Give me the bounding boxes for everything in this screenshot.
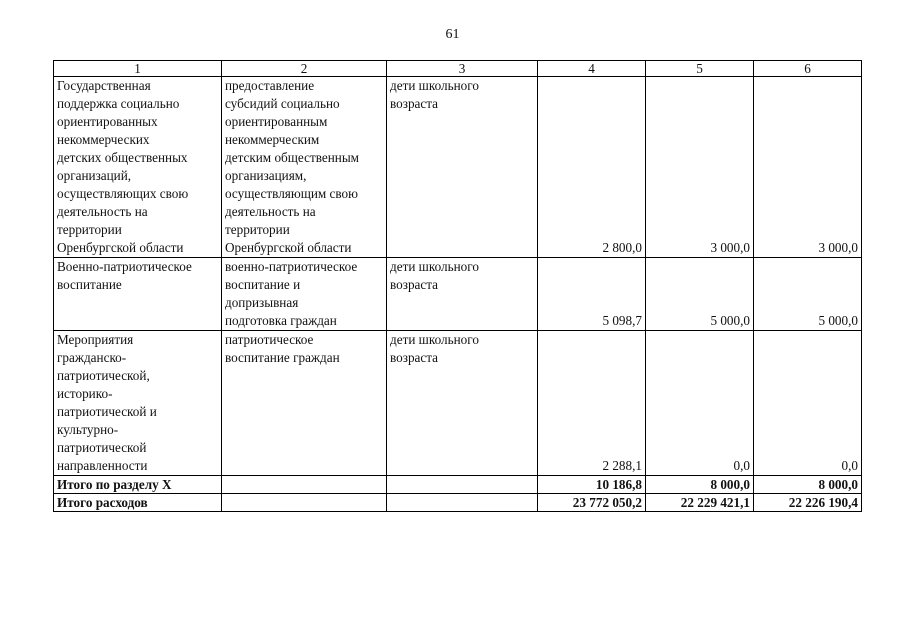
amount-col6: 0,0 [754, 331, 862, 476]
table-row [54, 77, 862, 258]
amount-col6: 3 000,0 [754, 77, 862, 258]
column-number: 4 [538, 61, 646, 77]
measure-name: Мероприятия гражданско- патриотической, историко- патриотической и культурно- патриотической направленности [54, 331, 222, 476]
amount-col5: 0,0 [646, 331, 754, 476]
amount-col4: 5 098,7 [538, 258, 646, 331]
table-row [54, 258, 862, 331]
empty-cell [387, 494, 538, 512]
total-label: Итого расходов [54, 494, 222, 512]
total-col5: 8 000,0 [646, 476, 754, 494]
column-number-row [54, 61, 862, 77]
total-label: Итого по разделу X [54, 476, 222, 494]
target-group: дети школьного возраста [387, 258, 538, 331]
amount-col6: 5 000,0 [754, 258, 862, 331]
column-number: 2 [222, 61, 387, 77]
budget-table [53, 60, 862, 512]
measure-description: патриотическое воспитание граждан [222, 331, 387, 476]
empty-cell [222, 476, 387, 494]
amount-col4: 2 288,1 [538, 331, 646, 476]
page-number: 61 [445, 27, 460, 42]
amount-col5: 3 000,0 [646, 77, 754, 258]
grand-total-row [54, 494, 862, 512]
amount-col5: 5 000,0 [646, 258, 754, 331]
empty-cell [222, 494, 387, 512]
measure-description: предоставление субсидий социально ориентированным некоммерческим детским общественным организациям, осуществляющим свою деятельность на территории Оренбургской области [222, 77, 387, 258]
column-number: 1 [54, 61, 222, 77]
table-row [54, 331, 862, 476]
column-number: 6 [754, 61, 862, 77]
column-number: 3 [387, 61, 538, 77]
target-group: дети школьного возраста [387, 77, 538, 258]
total-col5: 22 229 421,1 [646, 494, 754, 512]
total-col6: 22 226 190,4 [754, 494, 862, 512]
amount-col4: 2 800,0 [538, 77, 646, 258]
measure-name: Военно-патриотическое воспитание [54, 258, 222, 331]
section-total-row [54, 476, 862, 494]
column-number: 5 [646, 61, 754, 77]
total-col4: 10 186,8 [538, 476, 646, 494]
target-group: дети школьного возраста [387, 331, 538, 476]
total-col4: 23 772 050,2 [538, 494, 646, 512]
total-col6: 8 000,0 [754, 476, 862, 494]
measure-description: военно-патриотическое воспитание и допризывная подготовка граждан [222, 258, 387, 331]
empty-cell [387, 476, 538, 494]
measure-name: Государственная поддержка социально ориентированных некоммерческих детских общественных организаций, осуществляющих свою деятельность на территории Оренбургской области [54, 77, 222, 258]
